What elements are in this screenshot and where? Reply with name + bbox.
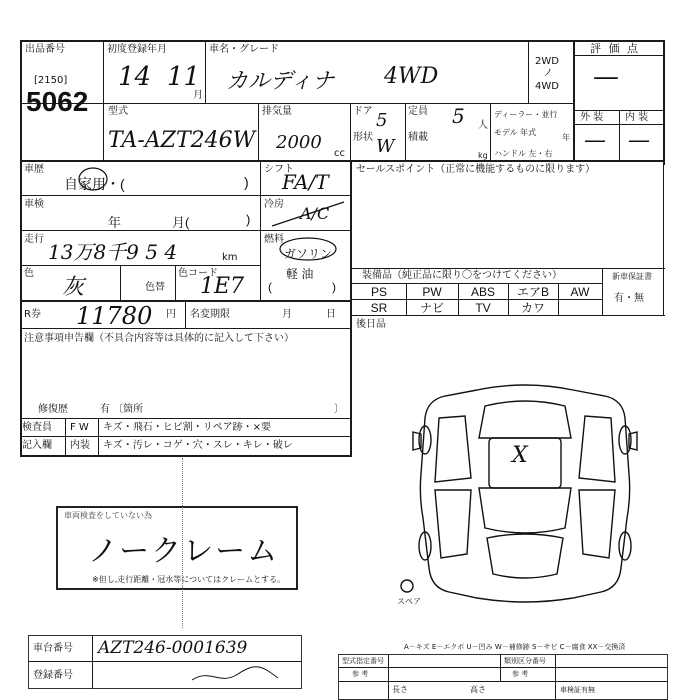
- equipment-aw: AW: [570, 284, 590, 299]
- sales-point-label: セールスポイント（正常に機能するものに限ります）: [356, 164, 596, 175]
- ac-value: A/C: [300, 204, 330, 223]
- dotted-guide-1: [182, 458, 183, 628]
- shaken-year: 年: [108, 215, 122, 230]
- dealer-label: ディーラー・並行: [494, 110, 558, 119]
- fuel-circle: [278, 236, 338, 262]
- cert-label: 車検証有無: [560, 686, 595, 694]
- history-close: ): [244, 174, 249, 190]
- shape-label: 形状: [353, 132, 373, 143]
- recorder-label: 記入欄: [22, 440, 52, 451]
- chassis-value: AZT246-0001639: [98, 638, 248, 658]
- shift-value: FA/T: [282, 170, 329, 194]
- capacity-value: 5: [452, 104, 465, 128]
- recycle-unit: 円: [166, 309, 176, 320]
- frame-top: [20, 40, 665, 42]
- fuel-gasoline: ガソリン: [284, 247, 333, 261]
- equipment-navi: ナビ: [419, 301, 444, 315]
- name-change-day: 日: [326, 309, 336, 320]
- model-year-unit: 年: [562, 133, 570, 142]
- frame-v6: [490, 103, 491, 160]
- mileage-label: 走行: [24, 234, 44, 245]
- grid-l-h2: [20, 230, 260, 231]
- shape-value: W: [376, 136, 395, 157]
- mileage-value: 13万8千9 5 4: [48, 240, 178, 264]
- lot-code: [2150]: [34, 75, 68, 86]
- grid-shift-h1: [260, 195, 350, 196]
- shaken-close: ): [246, 212, 251, 227]
- grid-l-h7: [20, 436, 350, 437]
- car-name-value: カルディナ: [226, 69, 335, 94]
- drive-sep: ノ: [543, 68, 553, 79]
- legend: A－キズ E－エクボ U－凹み W－補修跡 S－サビ C－腐食 XX－交換済: [404, 643, 626, 651]
- capacity-unit: 人: [478, 120, 488, 131]
- model-label: 型式: [108, 106, 128, 117]
- interior-row-label: 内装: [70, 440, 90, 451]
- frame-v8: [573, 40, 575, 162]
- grid-l-h3: [20, 265, 260, 266]
- grid-insp-v: [65, 418, 66, 455]
- mileage-unit: km: [222, 252, 238, 263]
- drive-2wd: 2WD: [535, 56, 559, 67]
- ac-strike: [268, 200, 348, 228]
- no-claim-stamp: [56, 506, 298, 590]
- frame-v5: [405, 103, 406, 160]
- grid-shift-h2: [260, 230, 350, 231]
- car-diagram: [405, 378, 645, 608]
- height-label: 高さ: [470, 685, 486, 694]
- stamp-main: ノークレーム: [88, 535, 280, 568]
- frame-v2: [205, 40, 206, 103]
- load-unit: kg: [478, 151, 488, 160]
- grid-l-h6: [20, 418, 350, 419]
- grid-rec-v: [185, 300, 186, 328]
- model-value: TA-AZT246W: [108, 128, 256, 153]
- grid-insp-v2: [98, 418, 99, 455]
- load-label: 積載: [408, 132, 428, 143]
- grade-value: 4WD: [384, 64, 439, 89]
- after-label: 後日品: [356, 319, 386, 330]
- chassis-label: 車台番号: [33, 643, 73, 654]
- color-label: 色: [24, 268, 34, 279]
- doors-value: 5: [376, 110, 388, 131]
- first-reg-year: 14: [118, 62, 152, 92]
- type-note-label: 参 考: [352, 670, 369, 678]
- recycle-label: R券: [24, 309, 41, 320]
- color-code-value: 1E7: [200, 274, 245, 299]
- frame-v7: [528, 40, 529, 103]
- chassis-h: [28, 661, 302, 662]
- displacement-unit: cc: [334, 148, 345, 159]
- frame-rate-v: [619, 110, 620, 162]
- equipment-label: 装備品（純正品に限り〇をつけてください）: [362, 270, 562, 281]
- reg-scribble: [190, 664, 280, 688]
- grid-l-h5: [20, 328, 350, 329]
- first-reg-month-unit: 月: [193, 90, 203, 101]
- doors-label: ドア: [353, 106, 373, 117]
- type-v1: [388, 654, 389, 700]
- interior-items: キズ・汚レ・コゲ・穴・スレ・キレ・破レ: [103, 440, 293, 451]
- equipment-tv: TV: [475, 300, 491, 315]
- category-note-label: 参 考: [512, 670, 529, 678]
- shaken-label: 車検: [24, 199, 44, 210]
- interior-value: —: [628, 128, 650, 153]
- grid-color-v1: [120, 265, 121, 300]
- grid-r-v4: [602, 268, 603, 315]
- frame-v1: [103, 40, 104, 160]
- capacity-label: 定員: [408, 106, 428, 117]
- length-label: 長さ: [392, 685, 408, 694]
- warranty-value: 有・無: [614, 293, 644, 304]
- grid-l-h8: [20, 455, 350, 457]
- name-change-label: 名変期限: [190, 309, 230, 320]
- frame-rate-h1: [573, 55, 665, 56]
- grid-r-h4: [352, 315, 665, 316]
- fuel-bracket-l: (: [268, 280, 272, 294]
- color-code-label: 色コード: [178, 268, 218, 279]
- rating-value: —: [593, 62, 619, 92]
- type-v3: [555, 654, 556, 700]
- type-v2: [500, 654, 501, 682]
- repair-close: 〕: [334, 404, 344, 415]
- equipment-abs: ABS: [470, 284, 495, 299]
- color-change-label: 色替: [145, 282, 165, 293]
- frame-v4: [350, 103, 351, 160]
- reg-label: 登録番号: [33, 670, 73, 681]
- history-value: 自家用・(: [64, 176, 125, 192]
- grid-r-h1: [352, 268, 665, 269]
- chassis-v: [92, 635, 93, 689]
- ac-label: 冷房: [264, 199, 284, 210]
- first-reg-label: 初度登録年月: [107, 44, 167, 55]
- rating-label: 評 価 点: [590, 42, 640, 55]
- exterior-label: 外 装: [580, 112, 604, 123]
- category-label: 類別区分番号: [504, 657, 546, 665]
- history-circle: [78, 166, 108, 192]
- handle-label: ハンドル 左・右: [494, 149, 553, 158]
- equipment-leather: カワ: [520, 301, 545, 315]
- repair-value: 有 〔箇所: [100, 404, 144, 415]
- first-reg-month: 11: [167, 62, 201, 92]
- stamp-note: ※但し,走行距離・冠水等についてはクレームとする。: [92, 575, 286, 584]
- frame-row2: [20, 160, 665, 162]
- equipment-ps: PS: [370, 284, 387, 299]
- frame-v3: [258, 103, 259, 160]
- equipment-airbag: エアB: [516, 285, 549, 299]
- fuel-bracket-r: ): [332, 280, 336, 294]
- shift-label: シフト: [264, 164, 294, 175]
- grid-l-h1: [20, 195, 260, 196]
- lot-number: 5062: [26, 86, 89, 117]
- model-year-label: モデル 年式: [494, 128, 537, 137]
- repair-label: 修復歴: [38, 404, 68, 415]
- fuel-label: 燃料: [264, 234, 284, 245]
- stamp-top: 車両検査をしていない為: [64, 511, 152, 520]
- damage-mark: X: [512, 443, 528, 468]
- type-designation-label: 型式指定番号: [342, 657, 384, 665]
- displacement-value: 2000: [276, 132, 322, 153]
- fuel-diesel: 軽 油: [286, 267, 314, 281]
- lot-label: 出品番号: [25, 44, 65, 55]
- car-name-label: 車名・グレード: [209, 44, 279, 55]
- grid-color-v2: [175, 265, 176, 300]
- fw-label: F W: [70, 422, 89, 433]
- shaken-month: 月(: [172, 215, 190, 230]
- equipment-sr: SR: [370, 300, 388, 315]
- displacement-label: 排気量: [262, 106, 292, 117]
- inspector-label: 検査員: [22, 422, 52, 433]
- name-change-month: 月: [282, 309, 292, 320]
- recycle-value: 11780: [76, 302, 153, 330]
- history-label: 車歴: [24, 164, 44, 175]
- fw-items: キズ・飛石・ヒビ割・リペア跡・×要: [103, 422, 271, 433]
- interior-label: 内 装: [625, 112, 649, 123]
- spare-label: スペア: [397, 597, 421, 606]
- warranty-label: 新車保証書: [612, 272, 652, 281]
- equipment-pw: PW: [422, 284, 442, 299]
- drive-4wd: 4WD: [535, 81, 559, 92]
- exterior-value: —: [584, 128, 606, 153]
- notes-label: 注意事項申告欄（不具合内容等は具体的に記入して下さい）: [24, 333, 294, 344]
- color-value: 灰: [62, 275, 85, 300]
- frame-right: [663, 40, 665, 165]
- grid-r-right: [663, 162, 664, 315]
